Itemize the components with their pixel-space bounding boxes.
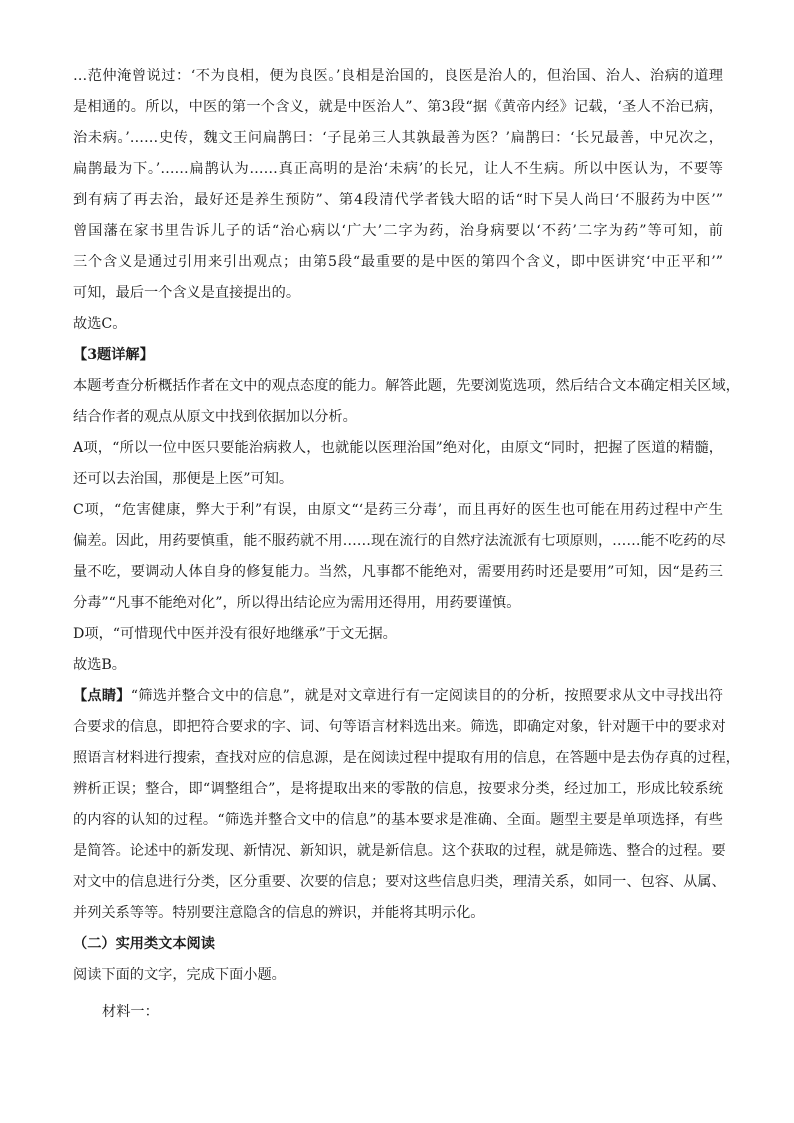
paragraph-line: 的内容的认知的过程。“筛选并整合文中的信息”的基本要求是准确、全面。题型主要是单项选择，有些 <box>73 812 723 828</box>
paragraph-line: 到有病了再去治，最好还是养生预防”、第4段清代学者钱大昭的话“时下吴人尚曰‘不服药为中医’” <box>73 192 723 208</box>
paragraph-line: 本题考查分析概括作者在文中的观点态度的能力。解答此题，先要浏览选项，然后结合文本确定相关区域， <box>73 378 740 394</box>
paragraph-line: 辨析正误；整合，即“调整组合”，是将提取出来的零散的信息，按要求分类，经过加工，形成比较系统 <box>73 781 723 797</box>
instruction-line: 阅读下面的文字，完成下面小题。 <box>73 967 286 983</box>
paragraph-line: 分毒”“凡事不能绝对化”，所以得出结论应为需用还得用，用药要谨慎。 <box>73 595 521 611</box>
section-heading: （二）实用类文本阅读 <box>73 936 215 952</box>
paragraph-line: 结合作者的观点从原文中找到依据加以分析。 <box>73 409 357 425</box>
section-heading: 【3题详解】 <box>73 347 154 363</box>
paragraph-line: D项，“可惜现代中医并没有很好地继承”于文无据。 <box>73 626 397 642</box>
paragraph-line: 照语言材料进行搜索，查找对应的信息源，是在阅读过程中提取有用的信息，在答题中是去伪存真的过程， <box>73 750 740 766</box>
paragraph-line: 合要求的信息，即把符合要求的字、词、句等语言材料选出来。筛选，即确定对象，针对题干中的要求对 <box>73 719 726 735</box>
paragraph-line: C项，“危害健康，弊大于利”有误，由原文“‘是药三分毒’，而且再好的医生也可能在用药过程中产生 <box>73 502 723 518</box>
material-label: 材料一： <box>102 1004 159 1020</box>
paragraph-line: 量不吃，要调动人体自身的修复能力。当然，凡事都不能绝对，需要用药时还是要用”可知，因“是药三 <box>73 564 723 580</box>
paragraph-line: 是简答。论述中的新发现、新情况、新知识，就是新信息。这个获取的过程，就是筛选、整合的过程。要 <box>73 843 726 859</box>
paragraph-line: 曾国藩在家书里告诉儿子的话“治心病以‘广大’二字为药，治身病要以‘不药’二字为药”等可知，前 <box>73 223 723 239</box>
paragraph-line: 扁鹊最为下。’……扁鹊认为……真正高明的是治‘未病’的长兄，让人不生病。所以中医认为，不要等 <box>73 161 723 177</box>
paragraph-line: 可知，最后一个含义是直接提出的。 <box>73 285 301 301</box>
tip-label: 【点睛】 <box>73 688 131 704</box>
paragraph-line: …范仲淹曾说过：‘不为良相，便为良医。’良相是治国的，良医是治人的，但治国、治人、治病的道理 <box>73 68 723 84</box>
paragraph-line: 并列关系等等。特别要注意隐含的信息的辨识，并能将其明示化。 <box>73 905 485 921</box>
paragraph-line: 偏差。因此，用药要慎重，能不服药就不用……现在流行的自然疗法流派有七项原则，……能不吃药的尽 <box>73 533 726 549</box>
answer-line: 故选B。 <box>73 657 126 673</box>
tip-line: 【点睛】“筛选并整合文中的信息”，就是对文章进行有一定阅读目的的分析，按照要求从文中寻找出符 <box>73 688 723 704</box>
answer-line: 故选C。 <box>73 316 127 332</box>
paragraph-line: 治未病。’……史传，魏文王问扁鹊曰：‘子昆弟三人其孰最善为医？’扁鹊曰：‘长兄最善，中兄次之， <box>73 130 723 146</box>
paragraph-line: 对文中的信息进行分类，区分重要、次要的信息；要对这些信息归类，理清关系，如同一、包容、从属、 <box>73 874 726 890</box>
paragraph-line: 是相通的。所以，中医的第一个含义，就是中医治人”、第3段“据《黄帝内经》记载，‘圣人不治已病， <box>73 99 723 115</box>
paragraph-line: 还可以去治国，那便是上医”可知。 <box>73 471 294 487</box>
paragraph-line: 三个含义是通过引用来引出观点；由第5段“最重要的是中医的第四个含义，即中医讲究‘中正平和’” <box>73 254 723 270</box>
paragraph-line: A项，“所以一位中医只要能治病救人，也就能以医理治国”绝对化，由原文“同时，把握了医道的精髓， <box>73 440 723 456</box>
